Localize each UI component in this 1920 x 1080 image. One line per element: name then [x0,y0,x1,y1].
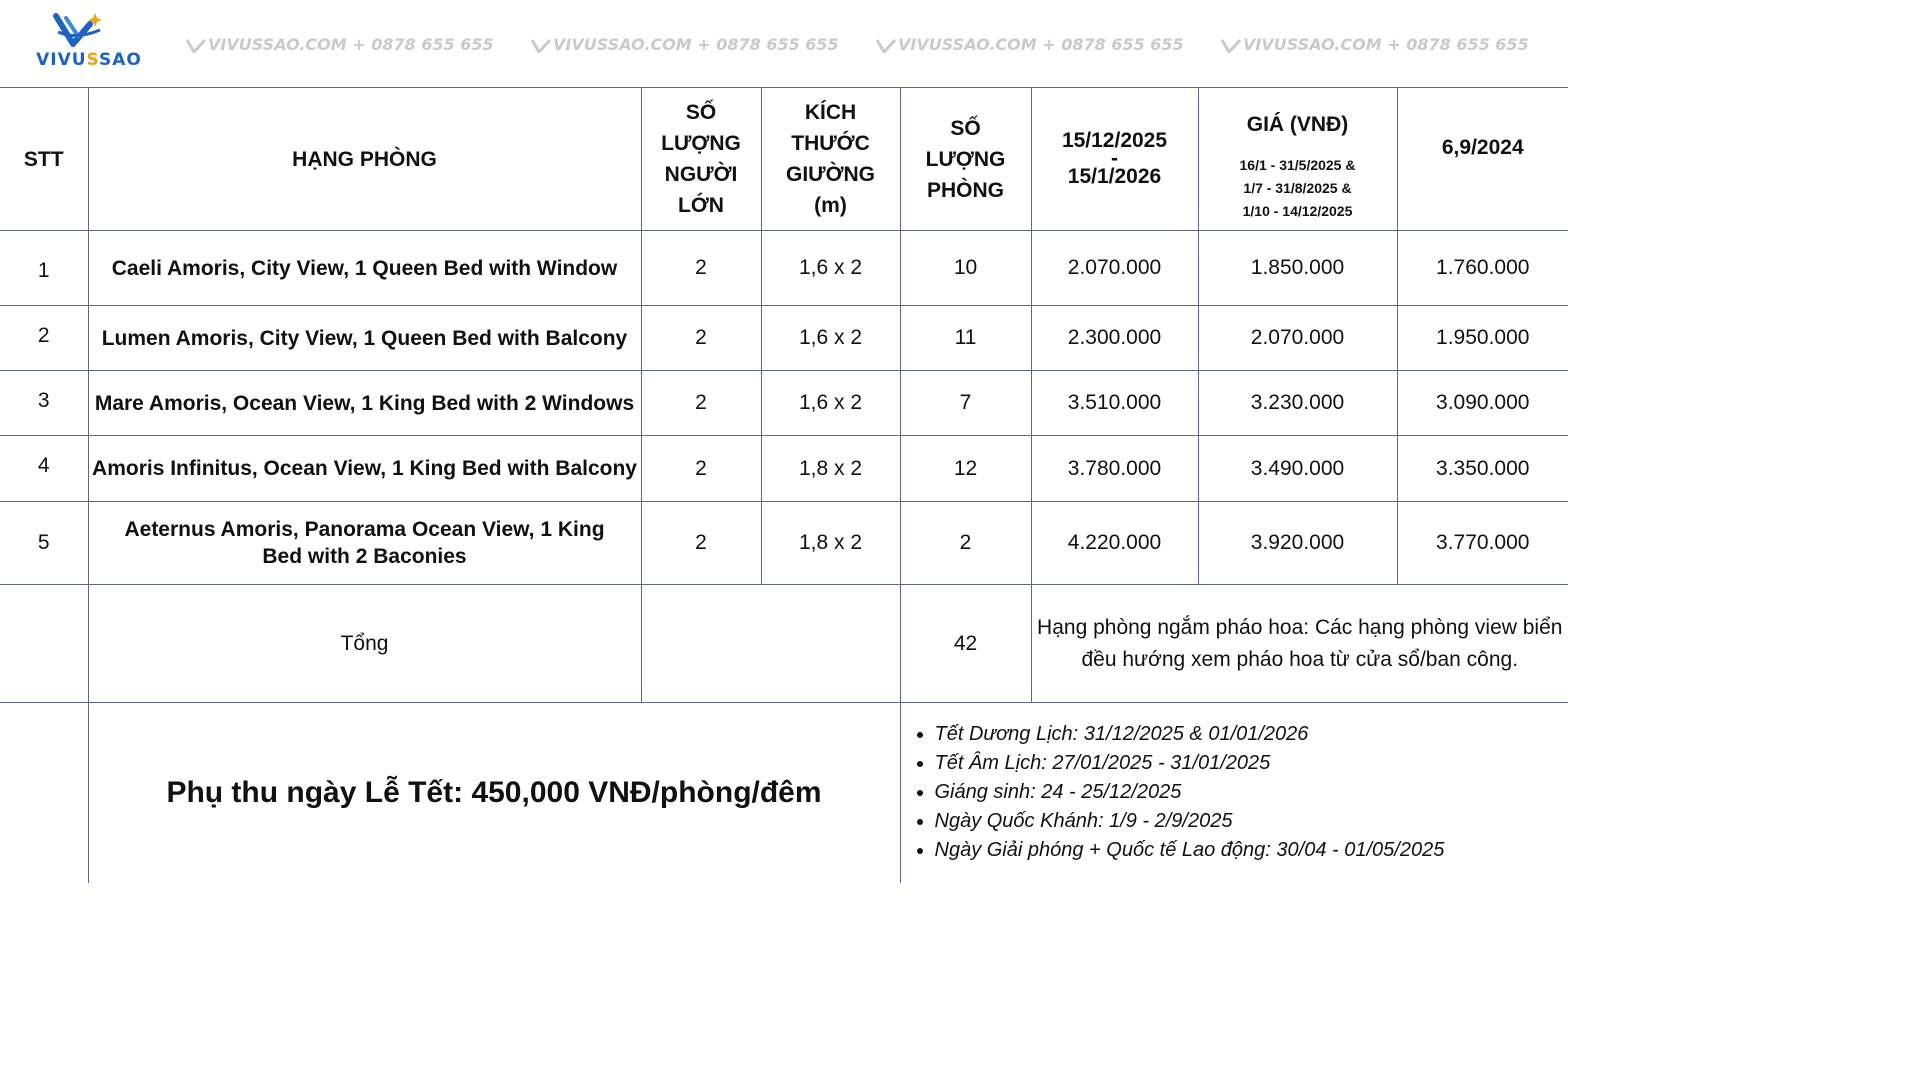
header [0,0,1568,88]
watermark: VIVUSSAO.COM + 0878 655 655 [1221,31,1541,59]
surcharge-cell [88,703,900,883]
total-label: Tổng [88,585,641,703]
col-header-rooms: SỐ LƯỢNG PHÒNG [900,88,1031,231]
room-name-cell: Aeternus Amoris, Panorama Ocean View, 1 King Bed with 2 Baconies [88,502,641,585]
room-name-cell: Mare Amoris, Ocean View, 1 King Bed with 2 Windows [88,371,641,436]
watermark-logo-icon [1221,39,1241,53]
room-name-cell: Caeli Amoris, City View, 1 Queen Bed with Window [88,231,641,306]
room-name-cell: Lumen Amoris, City View, 1 Queen Bed with Balcony [88,306,641,371]
stt-cell: 1 [0,231,88,306]
price-low-cell: 1.950.000 [1397,306,1568,371]
list-item: • Ngày Giải phóng + Quốc tế Lao động: 30/04 - 01/05/2025 [935,836,1569,865]
table-row [0,371,1568,436]
room-name-cell: Amoris Infinitus, Ocean View, 1 King Bed with Balcony [88,436,641,502]
price-low-cell: 1.760.000 [1397,231,1568,306]
rooms-cell: 11 [900,306,1031,371]
price-table [0,87,1568,883]
price-low-cell: 3.350.000 [1397,436,1568,502]
total-rooms-cell: 42 [900,585,1031,703]
bed-size-cell: 1,8 x 2 [761,502,900,585]
holiday-list [901,720,1569,865]
stt-cell: 2 [0,306,88,371]
watermark: VIVUSSAO.COM + 0878 655 655 [186,31,506,59]
col-header-bed-size: KÍCH THƯỚC GIƯỜNG (m) [761,88,900,231]
price-mid-cell: 2.070.000 [1198,306,1397,371]
surcharge-amount: 450,000 VNĐ/phòng/đêm [471,775,822,809]
table-row [0,306,1568,371]
total-empty-cell [641,585,900,703]
price-peak-cell: 2.300.000 [1031,306,1198,371]
stt-cell: 5 [0,502,88,585]
table-row [0,502,1568,585]
bed-size-cell: 1,6 x 2 [761,371,900,436]
adults-cell: 2 [641,306,761,371]
price-mid-cell: 3.920.000 [1198,502,1397,585]
price-peak-cell: 3.510.000 [1031,371,1198,436]
brand-logo[interactable] [28,10,150,74]
list-item: • Tết Âm Lịch: 27/01/2025 - 31/01/2025 [935,749,1569,778]
col-header-adults: SỐ LƯỢNG NGƯỜI LỚN [641,88,761,231]
total-stt-cell [0,585,88,703]
bed-size-cell: 1,8 x 2 [761,436,900,502]
adults-cell: 2 [641,502,761,585]
col-header-date-low: 6,9/2024 [1397,88,1568,231]
col-header-room-class: HẠNG PHÒNG [88,88,641,231]
table-row [0,231,1568,306]
surcharge-stt-cell [0,703,88,883]
fireworks-note: Hạng phòng ngắm pháo hoa: Các hạng phòng view biển đều hướng xem pháo hoa từ cửa sổ/ban công. [1031,585,1568,703]
stt-cell: 3 [0,371,88,436]
surcharge-label: Phụ thu ngày Lễ Tết: [166,775,472,809]
rooms-cell: 2 [900,502,1031,585]
stt-cell: 4 [0,436,88,502]
bed-size-cell: 1,6 x 2 [761,306,900,371]
adults-cell: 2 [641,436,761,502]
rooms-cell: 10 [900,231,1031,306]
adults-cell: 2 [641,231,761,306]
price-mid-cell: 1.850.000 [1198,231,1397,306]
price-mid-cell: 3.490.000 [1198,436,1397,502]
price-mid-cell: 3.230.000 [1198,371,1397,436]
header-row [0,88,1568,231]
rooms-cell: 12 [900,436,1031,502]
price-peak-cell: 3.780.000 [1031,436,1198,502]
bed-size-cell: 1,6 x 2 [761,231,900,306]
adults-cell: 2 [641,371,761,436]
watermark-row [186,31,1556,59]
logo-mark-icon [28,10,150,54]
list-item: • Giáng sinh: 24 - 25/12/2025 [935,778,1569,807]
rooms-cell: 7 [900,371,1031,436]
watermark: VIVUSSAO.COM + 0878 655 655 [531,31,851,59]
total-row [0,585,1568,703]
price-low-cell: 3.090.000 [1397,371,1568,436]
col-header-date-peak: 15/12/2025 - 15/1/2026 [1031,88,1198,231]
col-header-stt: STT [0,88,88,231]
price-peak-cell: 4.220.000 [1031,502,1198,585]
table-row [0,436,1568,502]
surcharge-row [0,703,1568,883]
brand-name: VIVUSSAO [36,50,142,70]
watermark: VIVUSSAO.COM + 0878 655 655 [876,31,1196,59]
watermark-logo-icon [531,39,551,53]
list-item: • Tết Dương Lịch: 31/12/2025 & 01/01/2026 [935,720,1569,749]
watermark-logo-icon [186,39,206,53]
holiday-cell [900,703,1568,883]
list-item: • Ngày Quốc Khánh: 1/9 - 2/9/2025 [935,807,1569,836]
watermark-logo-icon [876,39,896,53]
price-low-cell: 3.770.000 [1397,502,1568,585]
col-header-price: GIÁ (VNĐ) 16/1 - 31/5/2025 & 1/7 - 31/8/2025 & 1/10 - 14/12/2025 [1198,88,1397,231]
price-peak-cell: 2.070.000 [1031,231,1198,306]
